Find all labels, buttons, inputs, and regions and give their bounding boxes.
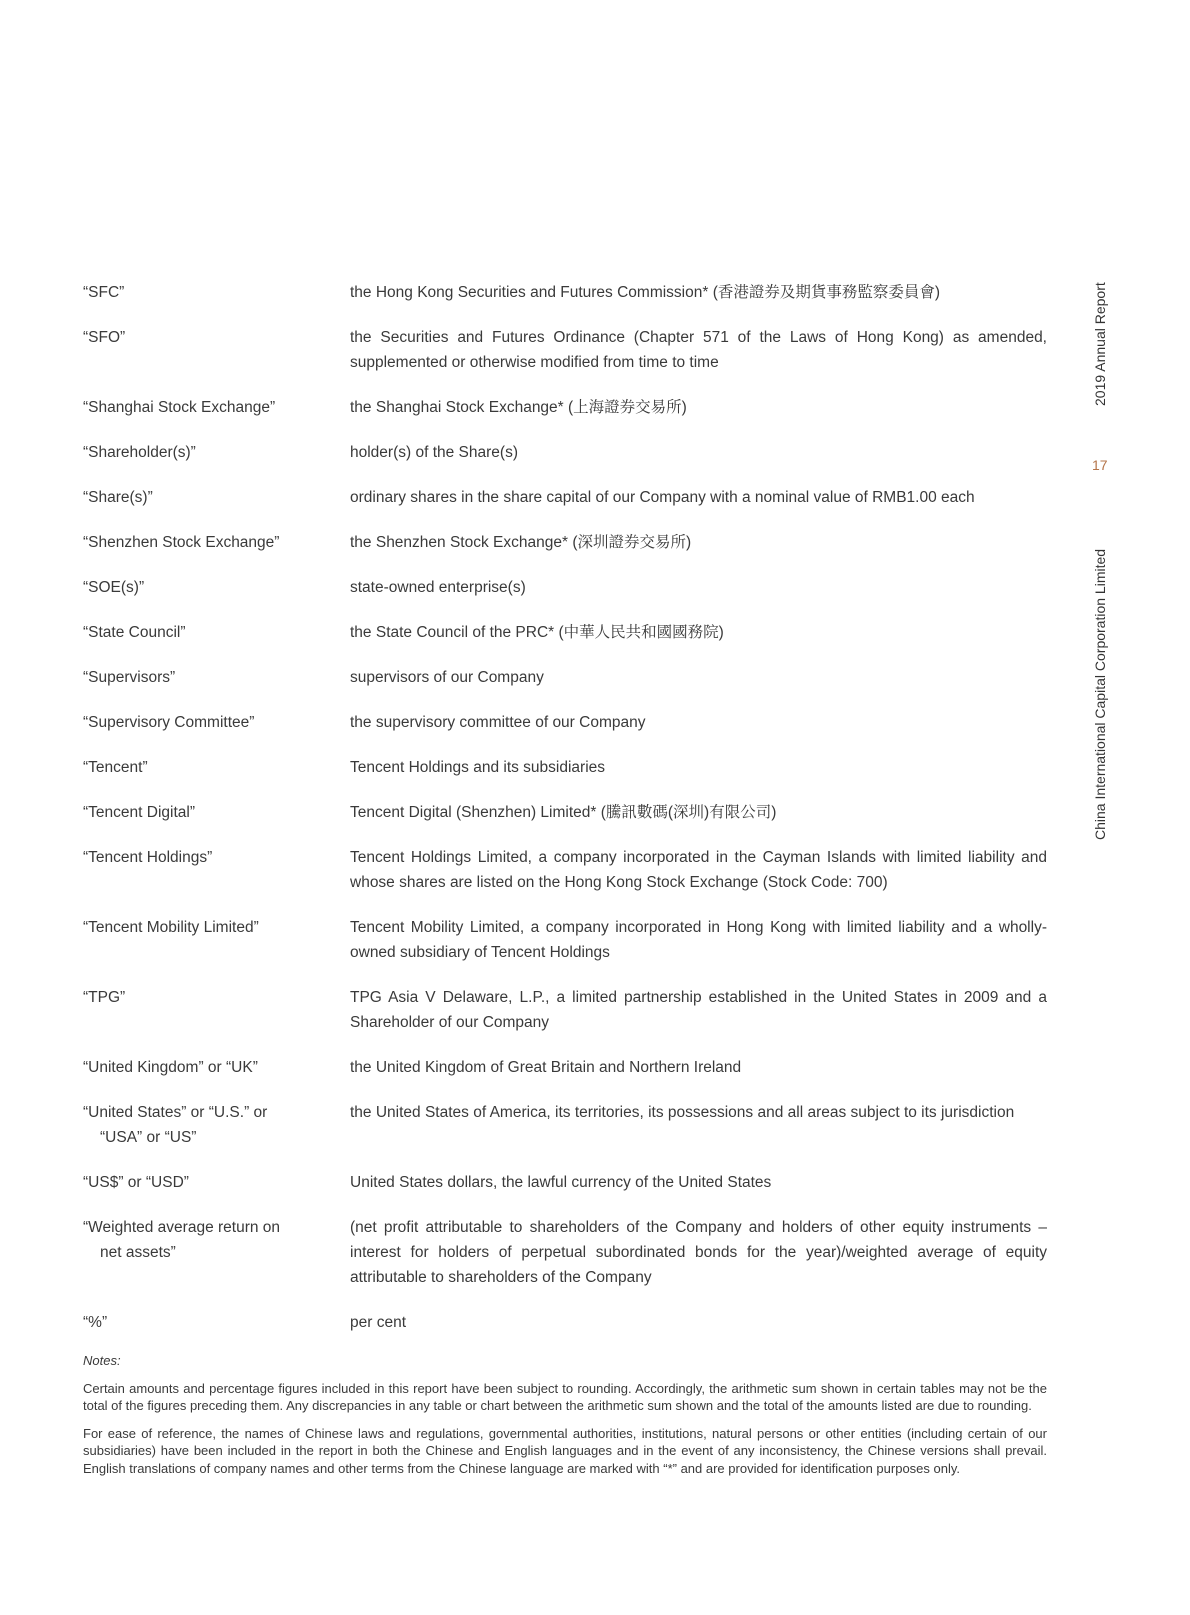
term-line: “TPG” — [83, 989, 126, 1006]
definition-term — [83, 1170, 350, 1195]
definition-term — [83, 1100, 350, 1150]
definition-term — [83, 710, 350, 735]
term-line: “Shareholder(s)” — [83, 444, 196, 461]
definition-term — [83, 485, 350, 510]
definition-row — [83, 915, 1047, 965]
definition-text: supervisors of our Company — [350, 669, 544, 686]
term-line: “United Kingdom” or “UK” — [83, 1059, 258, 1076]
definition-term — [83, 620, 350, 645]
definition-text: holder(s) of the Share(s) — [350, 444, 518, 461]
term-line: “USA” or “US” — [100, 1129, 197, 1146]
company-name: China International Capital Corporation Limited — [1092, 548, 1108, 840]
definition-term — [83, 325, 350, 375]
definition-row — [83, 1310, 1047, 1335]
definitions-list — [83, 280, 1047, 1355]
definition-row — [83, 800, 1047, 825]
definition-text: ordinary shares in the share capital of our Company with a nominal value of RMB1.00 each — [350, 489, 975, 506]
definition-text: the Securities and Futures Ordinance (Chapter 571 of the Laws of Hong Kong) as amended, supplemented or otherwise modified from time to time — [350, 329, 1047, 371]
term-line: “Share(s)” — [83, 489, 153, 506]
definition-text: TPG Asia V Delaware, L.P., a limited partnership established in the United States in 2009 and a Shareholder of our Company — [350, 989, 1047, 1031]
report-title: 2019 Annual Report — [1092, 282, 1108, 406]
definition-row — [83, 1170, 1047, 1195]
definition-term — [83, 575, 350, 600]
definition-term — [83, 915, 350, 965]
term-line: “Shenzhen Stock Exchange” — [83, 534, 280, 551]
definition-text: (net profit attributable to shareholders of the Company and holders of other equity instruments – interest for holders of perpetual subordinated bonds for the year)/weighted average of equity attributable to shareholders of the Company — [350, 1219, 1047, 1286]
term-line: “United States” or “U.S.” or — [83, 1104, 268, 1121]
definition-term — [83, 665, 350, 690]
term-line: “SFC” — [83, 284, 125, 301]
definition-term — [83, 985, 350, 1035]
definition-row — [83, 440, 1047, 465]
term-line: “State Council” — [83, 624, 186, 641]
definition-text: the supervisory committee of our Company — [350, 714, 646, 731]
definition-text: the State Council of the PRC* (中華人民共和國國務院) — [350, 624, 724, 641]
definition-text: state-owned enterprise(s) — [350, 579, 526, 596]
definition-text: Tencent Holdings and its subsidiaries — [350, 759, 606, 776]
definition-row — [83, 710, 1047, 735]
term-line: “Supervisors” — [83, 669, 176, 686]
term-line: “SOE(s)” — [83, 579, 145, 596]
term-line: “Tencent Mobility Limited” — [83, 919, 259, 936]
definition-text: United States dollars, the lawful currency of the United States — [350, 1174, 772, 1191]
definition-text: Tencent Holdings Limited, a company incorporated in the Cayman Islands with limited liability and whose shares are listed on the Hong Kong Stock Exchange (Stock Code: 700) — [350, 849, 1047, 891]
definition-term — [83, 395, 350, 420]
definition-text: the Shanghai Stock Exchange* (上海證券交易所) — [350, 399, 687, 416]
page-number: 17 — [1092, 457, 1108, 473]
term-line: “Tencent Holdings” — [83, 849, 213, 866]
definition-term — [83, 1055, 350, 1080]
definition-term — [83, 1310, 350, 1335]
term-line: “Shanghai Stock Exchange” — [83, 399, 276, 416]
definition-row — [83, 985, 1047, 1035]
notes-section — [83, 1352, 1047, 1487]
definition-text: Tencent Digital (Shenzhen) Limited* (騰訊數碼(深圳)有限公司) — [350, 804, 777, 821]
definition-text: the United States of America, its territories, its possessions and all areas subject to its jurisdiction — [350, 1104, 1015, 1121]
definition-text: Tencent Mobility Limited, a company incorporated in Hong Kong with limited liability and a wholly-owned subsidiary of Tencent Holdings — [350, 919, 1047, 961]
definition-row — [83, 395, 1047, 420]
definition-term — [83, 755, 350, 780]
notes-title: Notes: — [83, 1353, 121, 1368]
term-line: “SFO” — [83, 329, 126, 346]
definition-row — [83, 485, 1047, 510]
term-line: “US$” or “USD” — [83, 1174, 189, 1191]
definition-row — [83, 1100, 1047, 1150]
definition-term — [83, 1215, 350, 1290]
definition-text: per cent — [350, 1314, 407, 1331]
definition-text: the United Kingdom of Great Britain and Northern Ireland — [350, 1059, 742, 1076]
definition-term — [83, 280, 350, 305]
definition-row — [83, 1055, 1047, 1080]
definition-term — [83, 845, 350, 895]
term-line: net assets” — [100, 1244, 176, 1261]
definition-text: the Shenzhen Stock Exchange* (深圳證券交易所) — [350, 534, 692, 551]
definition-row — [83, 325, 1047, 375]
term-line: “%” — [83, 1314, 108, 1331]
definition-row — [83, 575, 1047, 600]
term-line: “Tencent” — [83, 759, 148, 776]
note-paragraph: Certain amounts and percentage figures included in this report have been subject to rounding. Accordingly, the arithmetic sum shown in certain tables may not be the total of the figures preceding them. Any discrepancies in any table or chart between the arithmetic sum shown and the total of the amounts listed are due to rounding. — [83, 1380, 1047, 1413]
definition-term — [83, 440, 350, 465]
definition-row — [83, 1215, 1047, 1290]
definition-term — [83, 800, 350, 825]
note-paragraph: For ease of reference, the names of Chinese laws and regulations, governmental authorities, institutions, natural persons or other entities (including certain of our subsidiaries) have been included in the report in both the Chinese and English languages and in the event of any inconsistency, the Chinese versions shall prevail. English translations of company names and other terms from the Chinese language are marked with “*” and are provided for identification purposes only. — [83, 1425, 1047, 1476]
term-line: “Supervisory Committee” — [83, 714, 255, 731]
definition-row — [83, 620, 1047, 645]
definition-text: the Hong Kong Securities and Futures Commission* (香港證券及期貨事務監察委員會) — [350, 284, 941, 301]
definition-row — [83, 665, 1047, 690]
definition-row — [83, 280, 1047, 305]
definition-term — [83, 530, 350, 555]
definition-row — [83, 845, 1047, 895]
definition-row — [83, 530, 1047, 555]
definition-row — [83, 755, 1047, 780]
term-line: “Tencent Digital” — [83, 804, 195, 821]
term-line: “Weighted average return on — [83, 1219, 281, 1236]
